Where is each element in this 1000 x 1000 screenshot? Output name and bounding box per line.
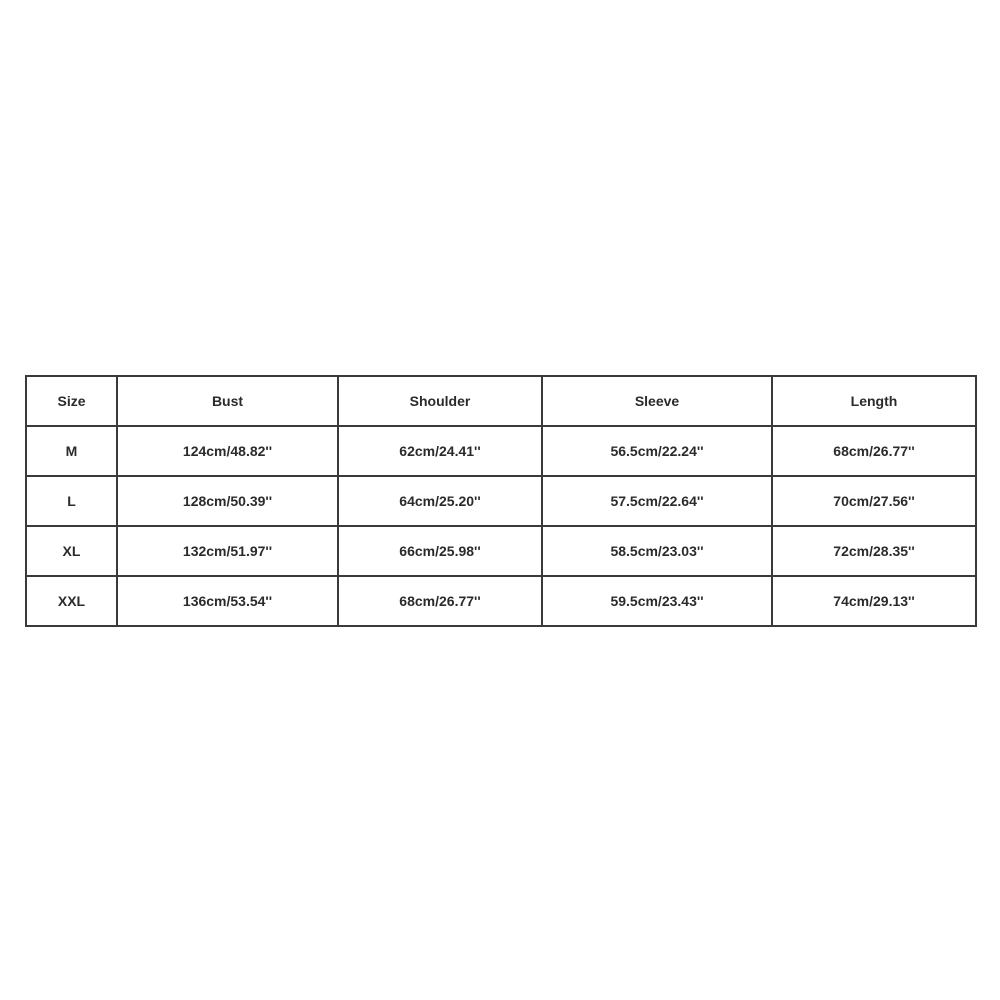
cell-shoulder: 64cm/25.20'' — [338, 476, 542, 526]
cell-bust: 136cm/53.54'' — [117, 576, 338, 626]
cell-bust: 124cm/48.82'' — [117, 426, 338, 476]
table-row — [26, 526, 976, 576]
table-header-row — [26, 376, 976, 426]
cell-size: L — [26, 476, 117, 526]
cell-sleeve: 58.5cm/23.03'' — [542, 526, 772, 576]
table-row — [26, 476, 976, 526]
size-chart-table — [25, 375, 977, 627]
cell-length: 68cm/26.77'' — [772, 426, 976, 476]
cell-bust: 128cm/50.39'' — [117, 476, 338, 526]
cell-length: 74cm/29.13'' — [772, 576, 976, 626]
header-size: Size — [26, 376, 117, 426]
cell-bust: 132cm/51.97'' — [117, 526, 338, 576]
cell-sleeve: 56.5cm/22.24'' — [542, 426, 772, 476]
cell-length: 72cm/28.35'' — [772, 526, 976, 576]
cell-shoulder: 68cm/26.77'' — [338, 576, 542, 626]
header-sleeve: Sleeve — [542, 376, 772, 426]
table-row — [26, 576, 976, 626]
cell-sleeve: 57.5cm/22.64'' — [542, 476, 772, 526]
cell-length: 70cm/27.56'' — [772, 476, 976, 526]
cell-shoulder: 66cm/25.98'' — [338, 526, 542, 576]
header-shoulder: Shoulder — [338, 376, 542, 426]
header-length: Length — [772, 376, 976, 426]
table-row — [26, 426, 976, 476]
cell-sleeve: 59.5cm/23.43'' — [542, 576, 772, 626]
header-bust: Bust — [117, 376, 338, 426]
cell-size: XL — [26, 526, 117, 576]
cell-size: M — [26, 426, 117, 476]
cell-size: XXL — [26, 576, 117, 626]
cell-shoulder: 62cm/24.41'' — [338, 426, 542, 476]
